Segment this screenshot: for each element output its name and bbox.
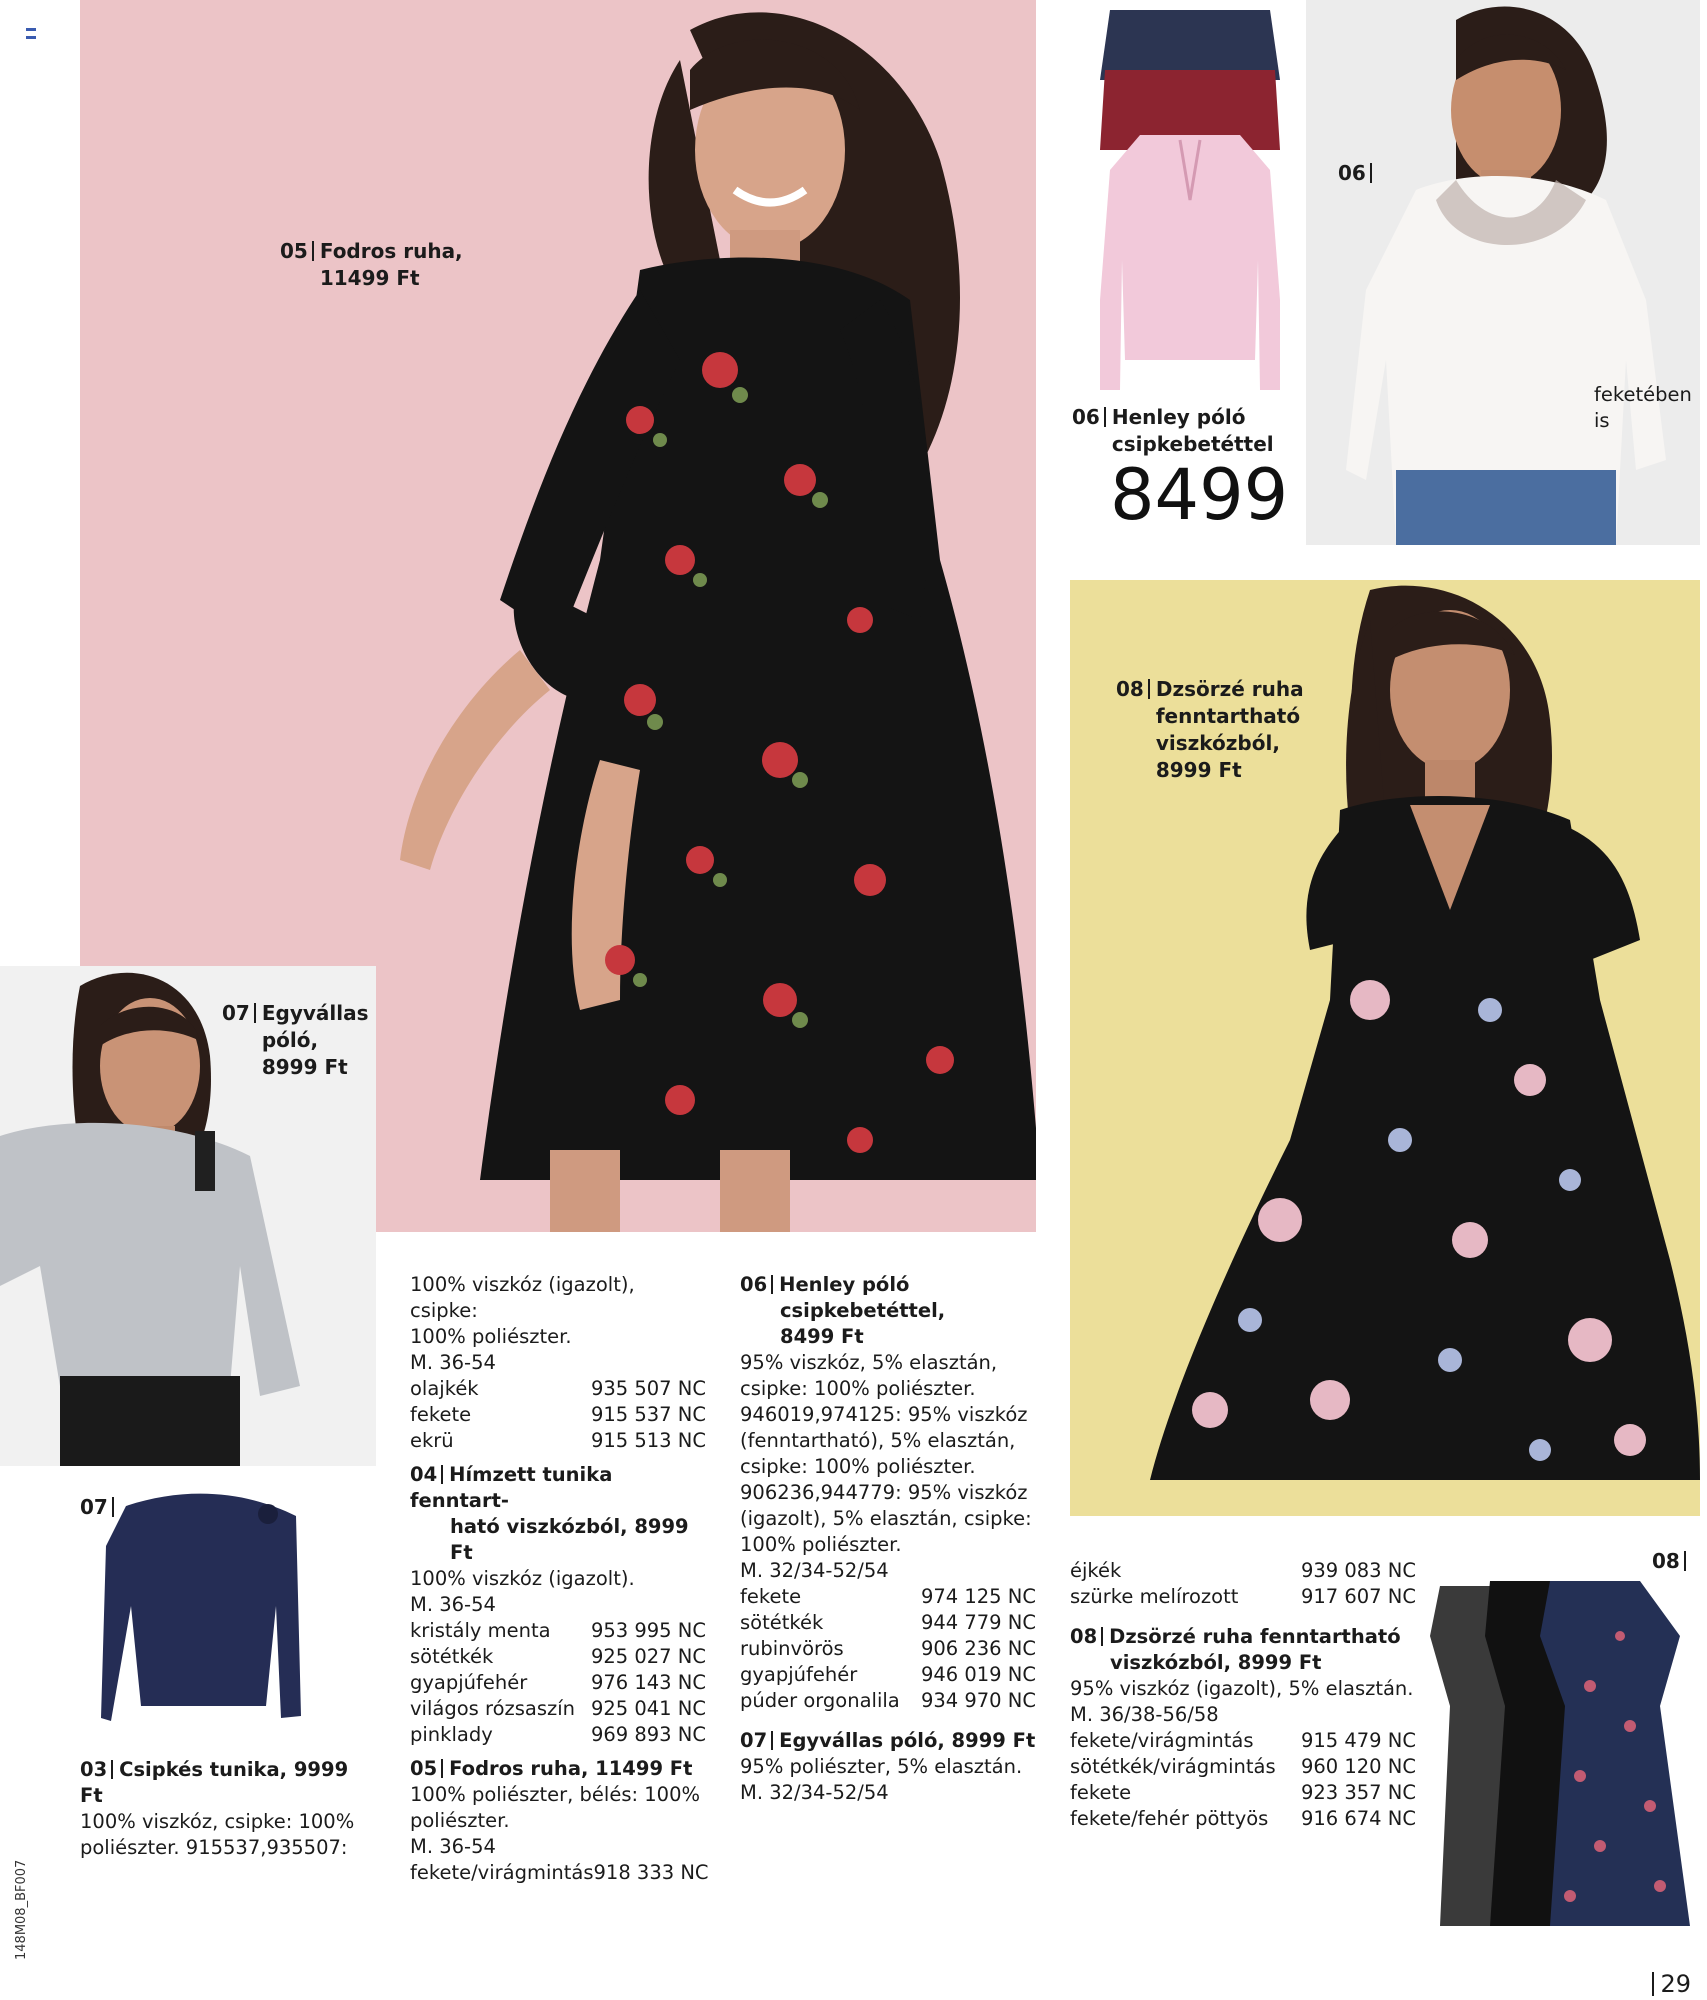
col2-h05-desc2: poliészter. [410,1809,510,1832]
dress08-label-line4: 8999 Ft [1155,758,1242,782]
col3-desc-line: (fenntartható), 5% elasztán, [740,1429,1016,1452]
feketeben-line2: is [1594,409,1610,432]
dress08-label-line1: Dzsörzé ruha [1155,677,1304,701]
col2-sizes: M. 36-54 [410,1351,496,1374]
dress08-label-line3: viszkózból, [1155,731,1280,755]
col3-desc-line: 906236,944779: 95% viszkóz [740,1481,1028,1504]
col3-items [740,1584,1036,1714]
col2-h04: 04 Hímzett tunika fenntart- [410,1463,613,1512]
col3-desc-line: 95% viszkóz, 5% elasztán, [740,1351,998,1374]
col3-desc-line: csipke: 100% poliészter. [740,1455,976,1478]
col2-h05-desc1: 100% poliészter, bélés: 100% [410,1783,701,1806]
list-item: kristály menta 953 995 NC [410,1619,706,1642]
col4-h08-desc: 95% viszkóz (igazolt), 5% elasztán. [1070,1677,1414,1700]
list-item: sötétkék 925 027 NC [410,1645,706,1668]
henley06-model-label: 06 [1338,160,1378,187]
list-item: fekete 923 357 NC [1070,1781,1416,1804]
list-item: fekete 915 537 NC [410,1403,706,1426]
list-item: gyapjúfehér 946 019 NC [740,1663,1036,1686]
list-item: púder orgonalila 934 970 NC [740,1689,1036,1712]
henley06-label-line2: csipkebetéttel [1111,432,1274,456]
col3-desc-line: 946019,974125: 95% viszkóz [740,1403,1028,1426]
dress08-label: 08 Dzsörzé ruha fenntartható viszkózból, 8999 Ft [1116,677,1304,782]
col2-intro1: 100% viszkóz (igazolt), csipke: [410,1273,635,1322]
list-item: pinklady 969 893 NC [410,1723,706,1746]
col2-block [410,1272,709,1886]
list-item: olajkék 935 507 NC [410,1377,706,1400]
list-item: fekete/fehér pöttyös 916 674 NC [1070,1807,1416,1830]
page-number: 29 [1660,1970,1691,1998]
list-item: sötétkék/virágmintás 960 120 NC [1070,1755,1416,1778]
col2-h05: 05 Fodros ruha, 11499 Ft [410,1757,693,1780]
col1-title: Csipkés tunika, 9999 Ft [80,1758,349,1807]
list-item: ekrü 915 513 NC [410,1429,706,1452]
dress05-label-line2: 11499 Ft [319,266,420,290]
list-item: éjkék 939 083 NC [1070,1559,1416,1582]
dress05-label: 05 Fodros ruha, 11499 Ft [280,239,463,290]
col2-h04-desc: 100% viszkóz (igazolt). [410,1567,635,1590]
col2-items-b [410,1618,706,1748]
feketeben-note [1594,382,1692,434]
dress08-flat-photo [1420,1576,1700,1936]
top07-label-line1: Egyvállas [261,1001,369,1025]
henley06-flat-photo [1080,0,1300,395]
col1-block [80,1757,370,1861]
list-item: gyapjúfehér 976 143 NC [410,1671,706,1694]
list-item: fekete/virágmintás 915 479 NC [1070,1729,1416,1752]
list-item: világos rózsaszín 925 041 NC [410,1697,706,1720]
col3-desc-line: 100% poliészter. [740,1533,902,1556]
col3-desc-line: M. 32/34-52/54 [740,1559,889,1582]
col2-h04-sizes: M. 36-54 [410,1593,496,1616]
list-item: fekete/virágmintás 918 333 NC [410,1861,709,1884]
top07-label-line2: póló, [261,1028,319,1052]
top07-label-line3: 8999 Ft [261,1055,348,1079]
col2-h05-sizes: M. 36-54 [410,1835,496,1858]
col3-h06-line3: 8499 Ft [780,1325,864,1348]
col3-block [740,1272,1036,1806]
feketeben-line1: feketében [1594,383,1692,406]
col3-h07-desc: 95% poliészter, 5% elasztán. [740,1755,1023,1778]
col2-h04-line2: ható viszkózból, 8999 Ft [450,1515,689,1564]
list-item: sötétkék 944 779 NC [740,1611,1036,1634]
col3-h06: 06 Henley póló [740,1273,910,1296]
col1-num: 03 [80,1758,108,1781]
side-code: 148M08_BF007 [14,1859,29,1960]
col3-h06-line2: csipkebetéttel, [780,1299,946,1322]
dress08-label-line2: fenntartható [1155,704,1301,728]
top07-flat-label: 07 [80,1494,120,1521]
col3-desc-line: (igazolt), 5% elasztán, csipke: [740,1507,1032,1530]
flag-icon [26,28,36,38]
page-number-wrap [1652,1970,1691,1998]
top07-flat-photo [96,1486,306,1736]
col2-items-a [410,1376,706,1454]
henley06-big-price: 8499 [1110,454,1289,536]
dress05-label-line1: Fodros ruha, [319,239,463,263]
col4-block [1070,1558,1416,1832]
col2-intro2: 100% poliészter. [410,1325,572,1348]
col1-line1: 100% viszkóz, csipke: 100% [80,1810,355,1833]
col3-h07-sizes: M. 32/34-52/54 [740,1781,889,1804]
col4-h08-sizes: M. 36/38-56/58 [1070,1703,1219,1726]
col4-h08: 08 Dzsörzé ruha fenntartható [1070,1625,1401,1648]
dress08-flat-label: 08 [1652,1548,1692,1575]
henley06-label-line1: Henley póló [1111,405,1246,429]
top07-label: 07 Egyvállas póló, 8999 Ft [222,1001,369,1079]
list-item: rubinvörös 906 236 NC [740,1637,1036,1660]
list-item: szürke melírozott 917 607 NC [1070,1585,1416,1608]
henley06-label: 06 Henley póló csipkebetéttel [1072,405,1274,456]
col1-line2: poliészter. 915537,935507: [80,1836,348,1859]
list-item: fekete 974 125 NC [740,1585,1036,1608]
col3-h07: 07 Egyvállas póló, 8999 Ft [740,1729,1036,1752]
henley06-model-photo [1306,0,1700,545]
col3-desc-line: csipke: 100% poliészter. [740,1377,976,1400]
col4-h08-line2: viszkózból, 8999 Ft [1110,1651,1322,1674]
